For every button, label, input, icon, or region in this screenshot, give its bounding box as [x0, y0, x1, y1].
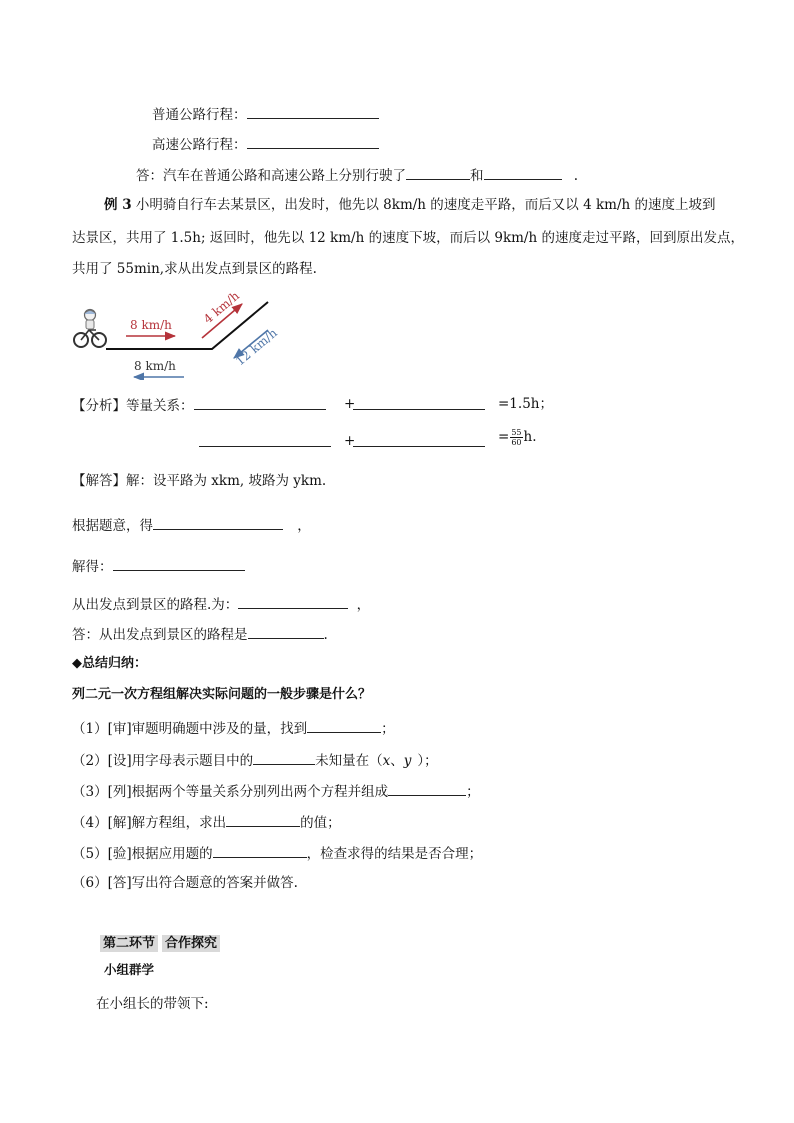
section2-header	[100, 935, 220, 953]
step-6: （6）[答]写出符合题意的答案并做答.	[72, 875, 298, 891]
label-flat-go: 8 km/h	[130, 318, 172, 332]
analysis-blank-3-wrap	[199, 432, 331, 452]
step-4	[72, 812, 341, 832]
label-down: 12 km/h	[232, 325, 280, 369]
step-5-text: （5）[验]根据应用题的	[72, 846, 213, 862]
top-answer-mid: 和	[470, 168, 484, 184]
analysis-line-1	[72, 395, 326, 415]
example3-label: 例 3	[104, 197, 132, 213]
route-diagram	[72, 288, 284, 380]
top-answer-blank-1[interactable]	[406, 165, 470, 180]
analysis-eq2-equals: =	[498, 429, 510, 445]
step-4-end: 的值；	[300, 815, 341, 831]
normal-road-line	[152, 104, 379, 124]
label-flat-back: 8 km/h	[134, 359, 176, 373]
top-answer-end: .	[573, 168, 579, 184]
example3-line-3: 共用了 55min,求从出发点到景区的路程.	[72, 261, 317, 277]
analysis-plus-1: +	[344, 396, 356, 412]
step-2-end: ）；	[417, 753, 438, 769]
step-1-end: ；	[381, 721, 395, 737]
solution-get-line	[72, 515, 311, 535]
section2-line: 在小组长的带领下:	[96, 996, 209, 1012]
step-4-blank[interactable]	[226, 812, 300, 827]
top-answer-prefix: 答：汽车在普通公路和高速公路上分别行驶了	[136, 168, 406, 184]
section2-header-a: 第二环节	[100, 935, 158, 952]
label-up: 4 km/h	[200, 288, 243, 327]
step-5-end: ，检查求得的结果是否合理；	[306, 846, 483, 862]
step-2	[72, 750, 438, 770]
solution-answer-line	[72, 624, 328, 644]
top-answer-blank-2[interactable]	[484, 165, 562, 180]
step-4-text: （4）[解]解方程组，求出	[72, 815, 227, 831]
fraction-denominator: 60	[511, 438, 522, 447]
step-1	[72, 718, 395, 738]
solution-get-text: 根据题意，得	[72, 518, 153, 534]
solution-distance-line	[72, 594, 370, 614]
solution-distance-text: 从出发点到景区的路程.为：	[72, 597, 239, 613]
summary-question: 列二元一次方程组解决实际问题的一般步骤是什么？	[72, 687, 372, 702]
analysis-blank-4-wrap	[353, 432, 485, 452]
solution-label: 【解答】解：设平路为 xkm, 坡路为 ykm.	[72, 473, 327, 489]
analysis-eq2-unit: h.	[523, 429, 537, 445]
cyclist-icon	[74, 310, 106, 348]
step-2-sep: 、	[390, 753, 404, 769]
analysis-label: 【分析】等量关系：	[72, 398, 194, 414]
step-2-y: y	[403, 753, 412, 769]
solution-answer-period: .	[323, 627, 328, 643]
highway-blank[interactable]	[247, 134, 379, 149]
highway-label: 高速公路行程：	[152, 137, 247, 153]
fraction-numerator: 55	[511, 428, 522, 437]
top-answer-line	[136, 165, 578, 185]
solution-answer-text: 答：从出发点到景区的路程是	[72, 627, 248, 643]
analysis-eq1-result: =1.5h；	[498, 396, 553, 412]
step-5	[72, 843, 482, 863]
solution-get-blank[interactable]	[153, 515, 283, 530]
analysis-fraction	[510, 428, 522, 447]
step-3-end: ；	[466, 784, 480, 800]
step-3	[72, 781, 480, 801]
analysis-plus-2: +	[344, 433, 356, 449]
step-5-blank[interactable]	[213, 843, 307, 858]
analysis-blank-2-wrap	[353, 395, 485, 415]
solution-solve-line	[72, 556, 245, 576]
summary-title: ◆总结归纳：	[72, 656, 147, 671]
step-1-text: （1）[审]审题明确题中涉及的量，找到	[72, 721, 308, 737]
analysis-eq2	[498, 428, 537, 447]
normal-road-label: 普通公路行程：	[152, 107, 247, 123]
step-1-blank[interactable]	[307, 718, 381, 733]
example3-line-1	[104, 196, 715, 214]
step-2-blank[interactable]	[253, 750, 315, 765]
step-2-x: x	[382, 753, 391, 769]
analysis-blank-1[interactable]	[194, 395, 326, 410]
example3-text-1: 小明骑自行车去某景区，出发时，他先以 8km/h 的速度走平路，而后又以 4 km/h 的速度上坡到	[135, 197, 716, 213]
analysis-blank-4[interactable]	[353, 432, 485, 447]
normal-road-blank[interactable]	[247, 104, 379, 119]
step-3-text: （3）[列]根据两个等量关系分别列出两个方程并组成	[72, 784, 389, 800]
solution-solve-text: 解得：	[72, 559, 113, 575]
highway-line	[152, 134, 379, 154]
step-2-text-b: 未知量在（	[315, 753, 383, 769]
section2-header-b: 合作探究	[162, 935, 220, 952]
section2-sub: 小组群学	[104, 962, 155, 977]
analysis-blank-2[interactable]	[353, 395, 485, 410]
step-3-blank[interactable]	[388, 781, 466, 796]
solution-answer-blank[interactable]	[248, 624, 324, 639]
solution-distance-blank[interactable]	[238, 594, 348, 609]
step-2-text: （2）[设]用字母表示题目中的	[72, 753, 254, 769]
solution-distance-comma: ，	[356, 597, 371, 613]
solution-solve-blank[interactable]	[113, 556, 245, 571]
analysis-blank-3[interactable]	[199, 432, 331, 447]
solution-get-comma: ，	[297, 518, 311, 534]
example3-line-2: 达景区，共用了 1.5h; 返回时，他先以 12 km/h 的速度下坡，而后以 9km/h 的速度走过平路，回到原出发点，	[72, 230, 744, 246]
